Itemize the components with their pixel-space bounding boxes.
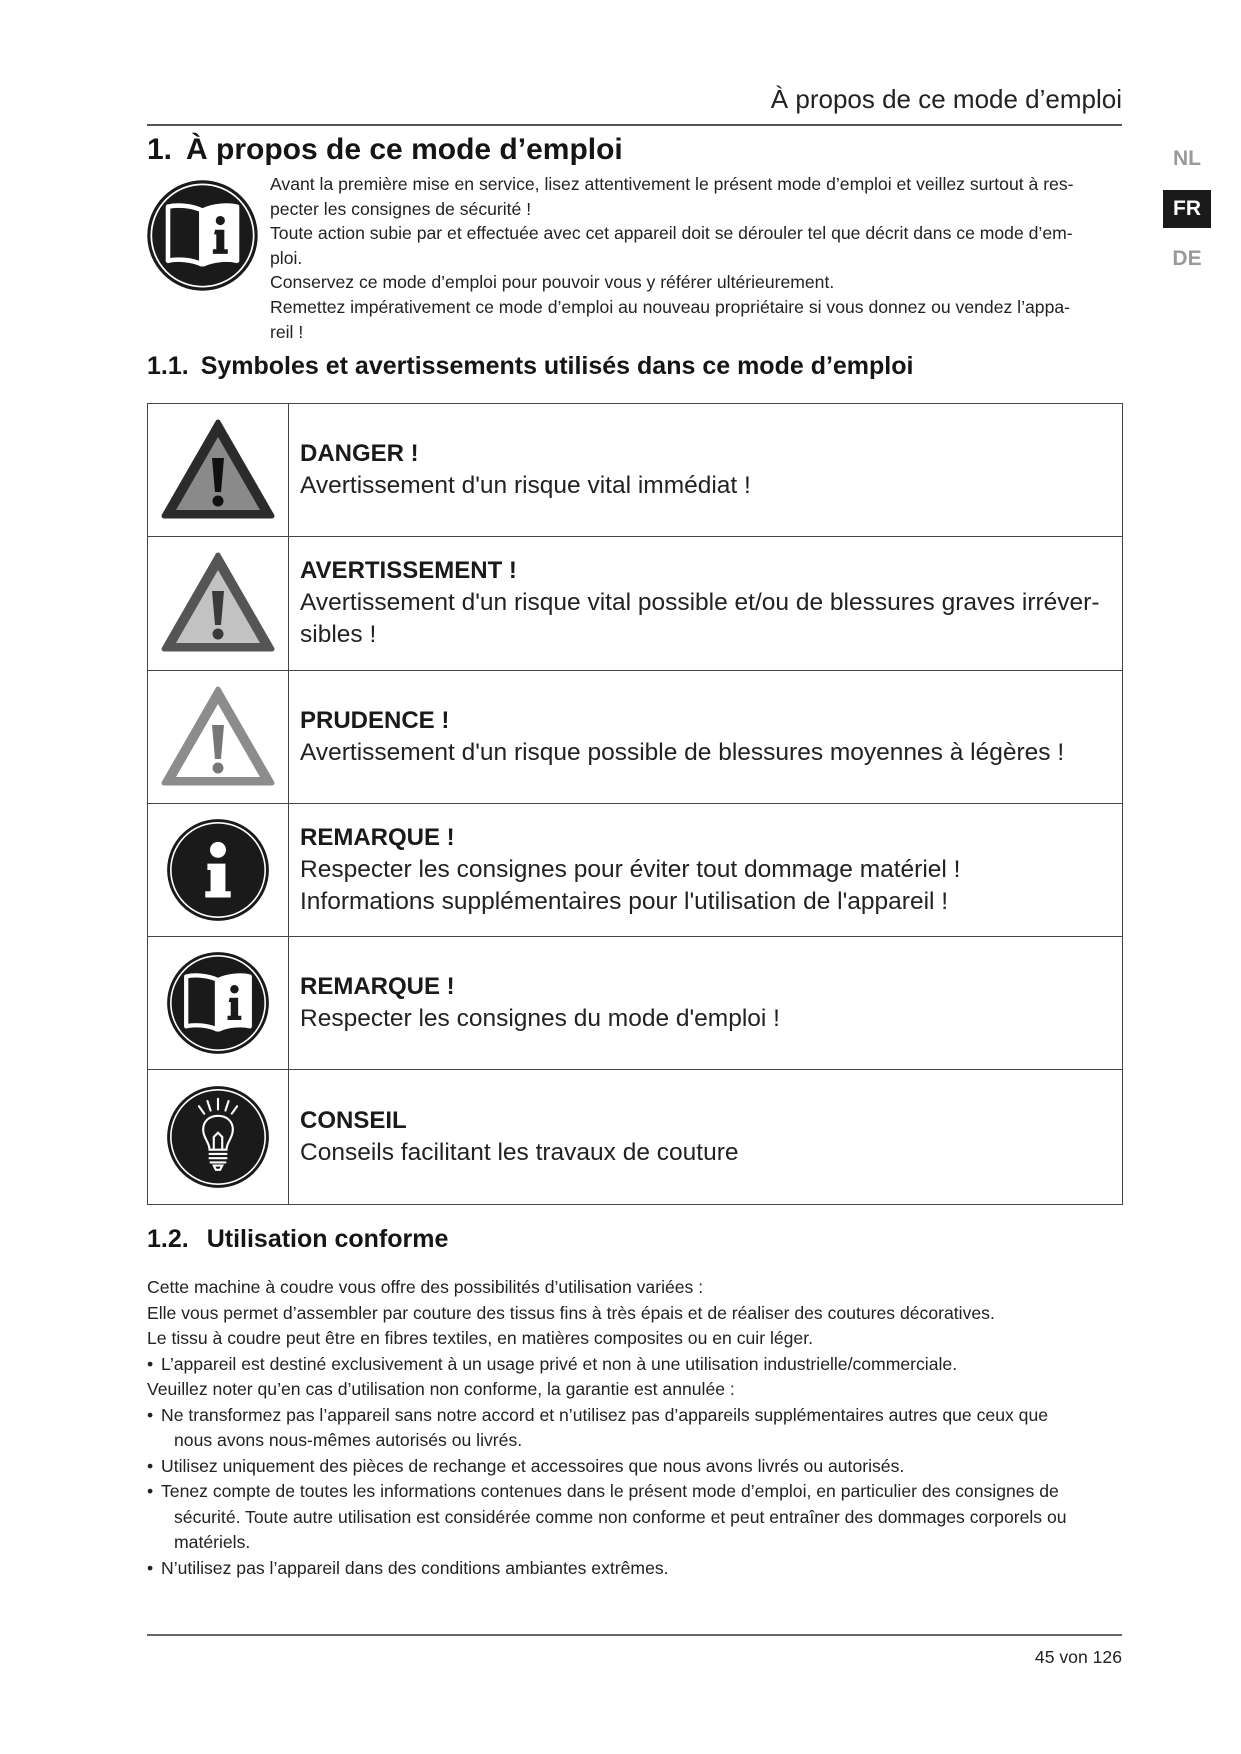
intro-line: Toute action subie par et effectuée avec cet appareil doit se dérouler tel que décrit dans ce mode d’em- (270, 223, 1073, 244)
header-divider (147, 124, 1122, 126)
section-1-2-title-text: Utilisation conforme (206, 1225, 449, 1253)
usage-paragraph: Veuillez noter qu’en cas d’utilisation non conforme, la garantie est annulée : (147, 1379, 735, 1399)
section-1-number: 1. (147, 133, 173, 166)
symbol-title: REMARQUE ! (300, 824, 455, 852)
warning-triangle-icon (160, 551, 276, 655)
intro-line: pecter les consignes de sécurité ! (270, 198, 532, 219)
symbol-row-warning (148, 537, 1122, 670)
intro-line: ploi. (270, 247, 303, 268)
symbol-icon-cell (148, 804, 289, 936)
symbol-title: CONSEIL (300, 1107, 407, 1135)
symbol-description (289, 671, 1122, 803)
symbol-icon-cell (148, 537, 289, 669)
section-1-1-title (147, 352, 913, 381)
intro-line: Avant la première mise en service, lisez attentivement le présent mode d’emploi et veillez surtout à res- (270, 174, 1074, 194)
symbol-row-tip (148, 1070, 1122, 1203)
bullet-line: matériels. (174, 1532, 251, 1552)
warranty-list (147, 1403, 1122, 1582)
warranty-bullet (147, 1556, 1122, 1582)
symbol-text: Conseils facilitant les travaux de couture (300, 1139, 739, 1167)
symbol-text: Respecter les consignes pour éviter tout dommage matériel ! (300, 856, 961, 884)
symbol-text: sibles ! (300, 621, 377, 649)
symbol-title: AVERTISSEMENT ! (300, 557, 517, 585)
language-tabs (1163, 140, 1211, 290)
footer-divider (147, 1634, 1122, 1636)
manual-info-icon (165, 950, 271, 1056)
manual-info-icon (145, 178, 260, 293)
section-1-title (147, 133, 623, 167)
intro-line: Remettez impérativement ce mode d’emploi au nouveau propriétaire si vous donnez ou vendez l’appa- (270, 296, 1070, 317)
symbol-description (289, 1070, 1122, 1203)
intro-line: reil ! (270, 321, 304, 342)
symbol-row-note-manual (148, 937, 1122, 1070)
language-tab-fr[interactable]: FR (1163, 190, 1211, 228)
danger-warning-triangle-icon (160, 418, 276, 522)
symbol-text: Informations supplémentaires pour l'utilisation de l'appareil ! (300, 888, 949, 916)
section-1-title-text: À propos de ce mode d’emploi (186, 133, 623, 166)
running-header: À propos de ce mode d’emploi (770, 84, 1122, 114)
bullet-line: nous avons nous-mêmes autorisés ou livrés. (174, 1430, 523, 1450)
usage-list (147, 1352, 1122, 1378)
info-icon (165, 817, 271, 923)
symbol-icon-cell (148, 404, 289, 536)
symbol-row-note-info (148, 804, 1122, 937)
bullet-line: Ne transformez pas l’appareil sans notre accord et n’utilisez pas d’appareils supplémentaires autres que ceux que (161, 1404, 1049, 1425)
symbol-icon-cell (148, 671, 289, 803)
bullet-line: Utilisez uniquement des pièces de rechange et accessoires que nous avons livrés ou autorisés. (161, 1455, 905, 1476)
usage-paragraph: Elle vous permet d’assembler par couture des tissus fins à très épais et de réaliser des coutures décoratives. (147, 1302, 995, 1323)
usage-text (147, 1275, 1122, 1581)
lightbulb-icon (165, 1084, 271, 1190)
language-tab-nl[interactable]: NL (1173, 147, 1201, 170)
symbol-text: Avertissement d'un risque possible de blessures moyennes à légères ! (300, 738, 1065, 766)
usage-paragraph: Cette machine à coudre vous offre des possibilités d’utilisation variées : (147, 1277, 704, 1297)
page-number: 45 von 126 (1034, 1647, 1122, 1667)
symbol-description (289, 537, 1122, 669)
symbol-text: Respecter les consignes du mode d'emploi ! (300, 1005, 780, 1033)
warranty-bullet (147, 1454, 1122, 1480)
symbol-description (289, 404, 1122, 536)
warranty-bullet (147, 1479, 1122, 1556)
section-1-2-title (147, 1225, 448, 1254)
symbol-title: PRUDENCE ! (300, 706, 450, 734)
section-1-2-number: 1.2. (147, 1225, 189, 1253)
intro-line: Conservez ce mode d’emploi pour pouvoir vous y référer ultérieurement. (270, 272, 835, 293)
language-tab-de[interactable]: DE (1172, 247, 1202, 270)
symbols-table (147, 403, 1123, 1205)
symbol-icon-cell (148, 937, 289, 1069)
symbol-text: Avertissement d'un risque vital immédiat ! (300, 472, 751, 500)
usage-paragraph: Le tissu à coudre peut être en fibres textiles, en matières composites ou en cuir léger. (147, 1328, 813, 1348)
section-1-1-number: 1.1. (147, 352, 189, 380)
symbol-description (289, 937, 1122, 1069)
bullet-line: N’utilisez pas l’appareil dans des conditions ambiantes extrêmes. (161, 1557, 669, 1578)
bullet-line: sécurité. Toute autre utilisation est considérée comme non conforme et peut entraîner des dommages corporels ou (174, 1506, 1067, 1527)
caution-triangle-icon (160, 685, 276, 789)
section-1-1-title-text: Symboles et avertissements utilisés dans ce mode d’emploi (200, 352, 914, 380)
symbol-row-caution (148, 671, 1122, 804)
symbol-row-danger (148, 404, 1122, 537)
symbol-icon-cell (148, 1070, 289, 1203)
usage-bullet: • L’appareil est destiné exclusivement à un usage privé et non à une utilisation industrielle/commerciale. (147, 1352, 1122, 1378)
bullet-line: Tenez compte de toutes les informations contenues dans le présent mode d’emploi, en particulier des consignes de (161, 1481, 1059, 1501)
symbol-title: REMARQUE ! (300, 973, 455, 1001)
symbol-title: DANGER ! (300, 440, 419, 468)
symbol-description (289, 804, 1122, 936)
symbol-text: Avertissement d'un risque vital possible et/ou de blessures graves irréver- (300, 589, 1100, 617)
warranty-bullet (147, 1403, 1122, 1454)
intro-text (270, 172, 1120, 344)
